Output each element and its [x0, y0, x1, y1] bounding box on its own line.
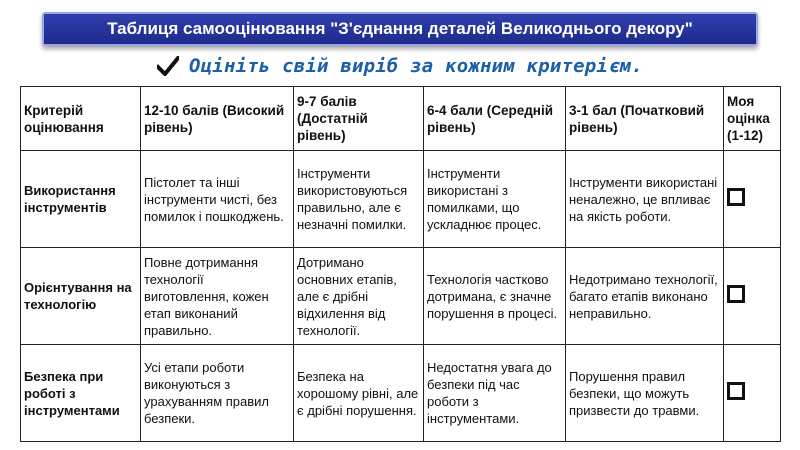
score-cell [724, 151, 781, 248]
table-row [21, 345, 781, 442]
medium-cell: Недостатня увага до безпеки під час роботи з інструментами. [424, 345, 566, 442]
criterion-cell: Безпека при роботі з інструментами [21, 345, 141, 442]
score-cell [724, 345, 781, 442]
sufficient-cell: Інструменти використовуються правильно, але є незначні помилки. [294, 151, 424, 248]
instruction-row [0, 53, 800, 79]
initial-cell: Недотримано технології, багато етапів виконано неправильно. [566, 248, 724, 345]
sufficient-cell: Безпека на хорошому рівні, але є дрібні порушення. [294, 345, 424, 442]
title-banner [42, 12, 758, 46]
criterion-cell: Орієнтування на технологію [21, 248, 141, 345]
score-checkbox[interactable] [727, 285, 745, 303]
table-row [21, 151, 781, 248]
sufficient-cell: Дотримано основних етапів, але є дрібні відхилення від технології. [294, 248, 424, 345]
header-sufficient: 9-7 балів (Достатній рівень) [294, 87, 424, 151]
medium-cell: Технологія частково дотримана, є значне порушення в процесі. [424, 248, 566, 345]
header-medium: 6-4 бали (Середній рівень) [424, 87, 566, 151]
table-header-row [21, 87, 781, 151]
score-checkbox[interactable] [727, 188, 745, 206]
initial-cell: Інструменти використані неналежно, це впливає на якість роботи. [566, 151, 724, 248]
rubric-table [20, 86, 781, 442]
high-cell: Усі етапи роботи виконуються з урахуванням правил безпеки. [141, 345, 294, 442]
high-cell: Пістолет та інші інструменти чисті, без помилок і пошкоджень. [141, 151, 294, 248]
score-checkbox[interactable] [727, 382, 745, 400]
instruction-text: Оцініть свій виріб за кожним критерієм. [189, 55, 643, 77]
check-icon [157, 56, 179, 76]
header-initial: 3-1 бал (Початковий рівень) [566, 87, 724, 151]
header-criterion: Критерій оцінювання [21, 87, 141, 151]
table-row [21, 248, 781, 345]
page-title: Таблиця самооцінювання "З'єднання деталей Великоднього декору" [107, 19, 693, 38]
high-cell: Повне дотримання технології виготовлення, кожен етап виконаний правильно. [141, 248, 294, 345]
medium-cell: Інструменти використані з помилками, що ускладнює процес. [424, 151, 566, 248]
initial-cell: Порушення правил безпеки, що можуть призвести до травми. [566, 345, 724, 442]
header-my-score: Моя оцінка (1-12) [724, 87, 781, 151]
header-high: 12-10 балів (Високий рівень) [141, 87, 294, 151]
criterion-cell: Використання інструментів [21, 151, 141, 248]
score-cell [724, 248, 781, 345]
